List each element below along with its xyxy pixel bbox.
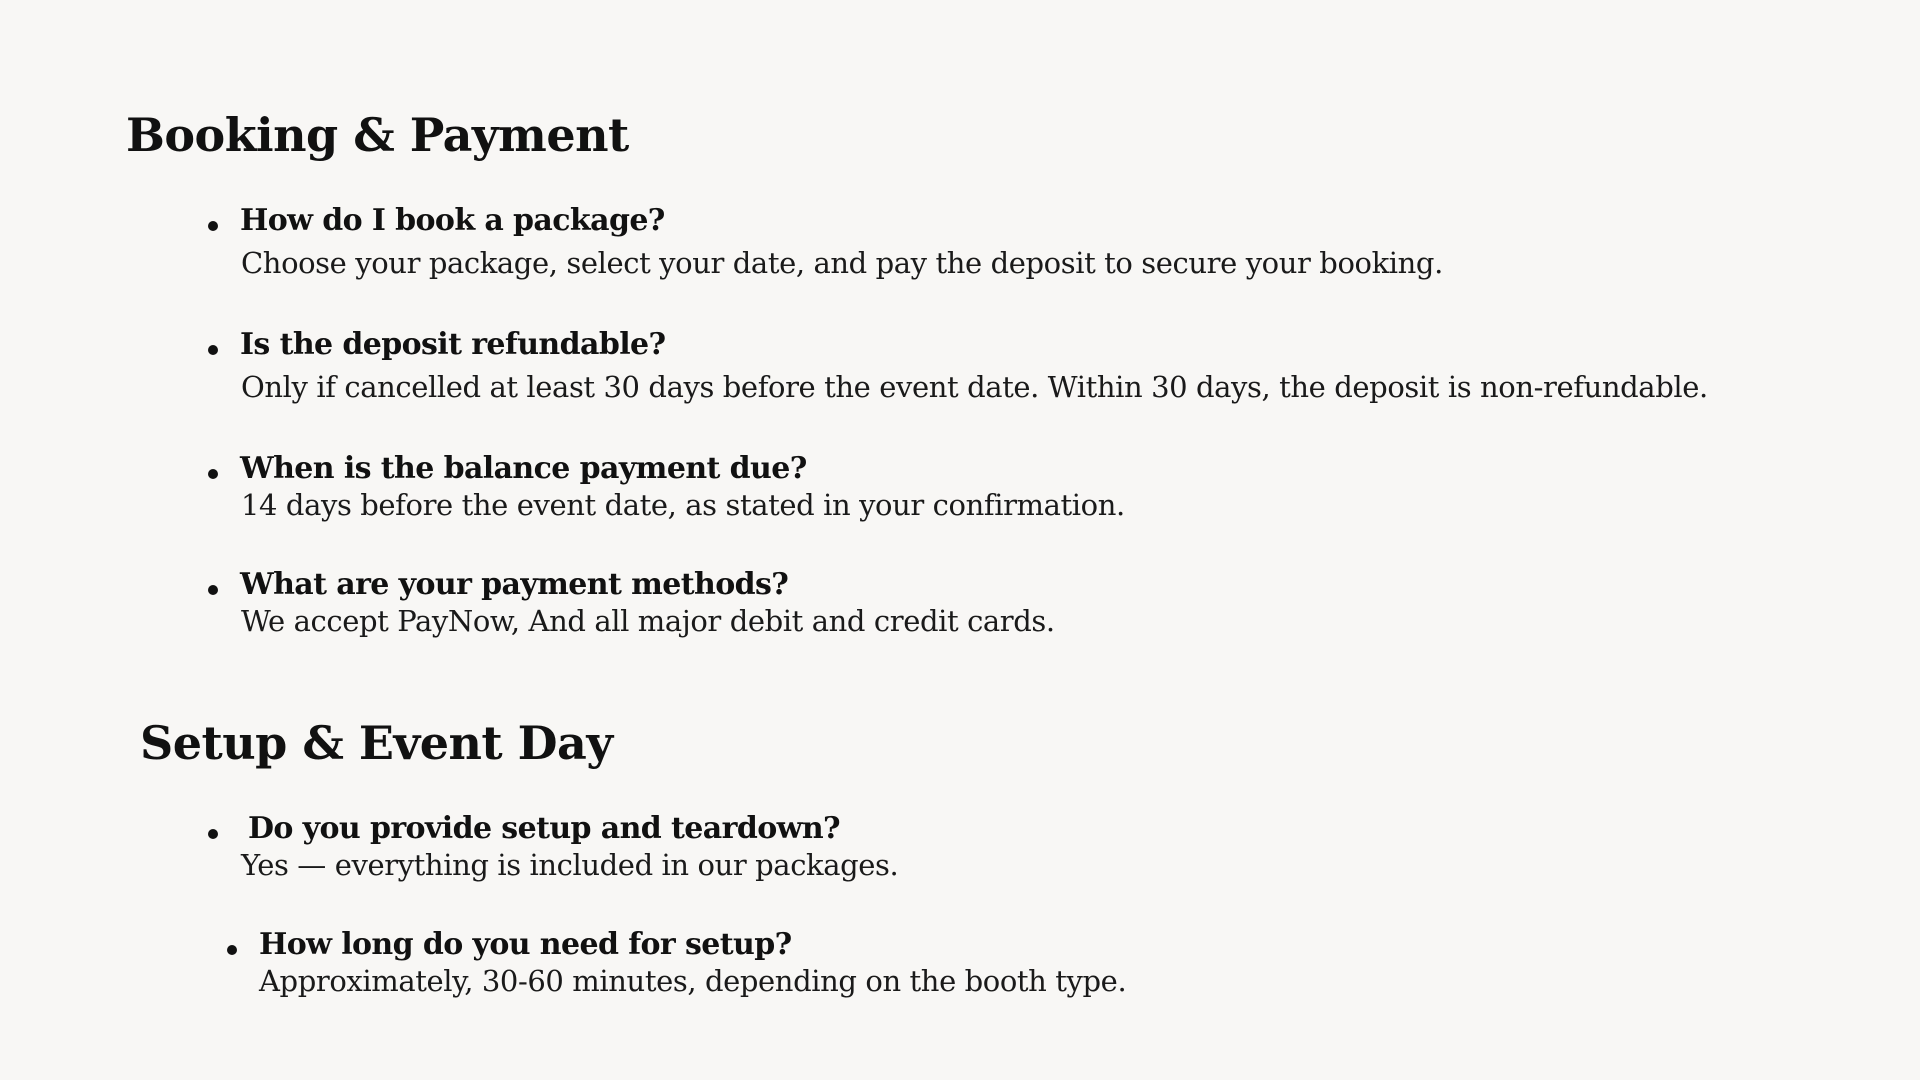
- faq-answer: 14 days before the event date, as stated in your confirmation.: [241, 488, 1125, 522]
- section-title-setup-event-day: Setup & Event Day: [140, 716, 613, 770]
- faq-item-deposit-refundable: [0, 324, 1920, 424]
- faq-question: Is the deposit refundable?: [240, 327, 666, 362]
- bullet-icon: [208, 469, 218, 479]
- faq-question: When is the balance payment due?: [240, 451, 807, 486]
- bullet-icon: [208, 829, 218, 839]
- bullet-icon: [208, 345, 218, 355]
- faq-question: What are your payment methods?: [240, 567, 789, 602]
- bullet-icon: [227, 945, 237, 955]
- faq-question: How long do you need for setup?: [259, 927, 792, 962]
- faq-answer: Approximately, 30-60 minutes, depending on the booth type.: [259, 964, 1127, 998]
- section-title-booking-payment: Booking & Payment: [126, 108, 629, 162]
- faq-item-balance-payment: [0, 448, 1920, 548]
- faq-item-setup-duration: [0, 924, 1920, 1024]
- faq-answer: Choose your package, select your date, and pay the deposit to secure your booking.: [241, 246, 1443, 280]
- faq-answer: We accept PayNow, And all major debit and credit cards.: [241, 604, 1055, 638]
- bullet-icon: [208, 221, 218, 231]
- faq-item-setup-teardown: [0, 808, 1920, 908]
- faq-answer: Yes — everything is included in our packages.: [241, 848, 899, 882]
- faq-answer: Only if cancelled at least 30 days before the event date. Within 30 days, the deposit is non-refundable.: [241, 370, 1708, 404]
- faq-item-payment-methods: [0, 564, 1920, 664]
- faq-question: Do you provide setup and teardown?: [248, 811, 841, 846]
- faq-item-book-package: [0, 200, 1920, 300]
- faq-question: How do I book a package?: [240, 203, 665, 238]
- bullet-icon: [208, 585, 218, 595]
